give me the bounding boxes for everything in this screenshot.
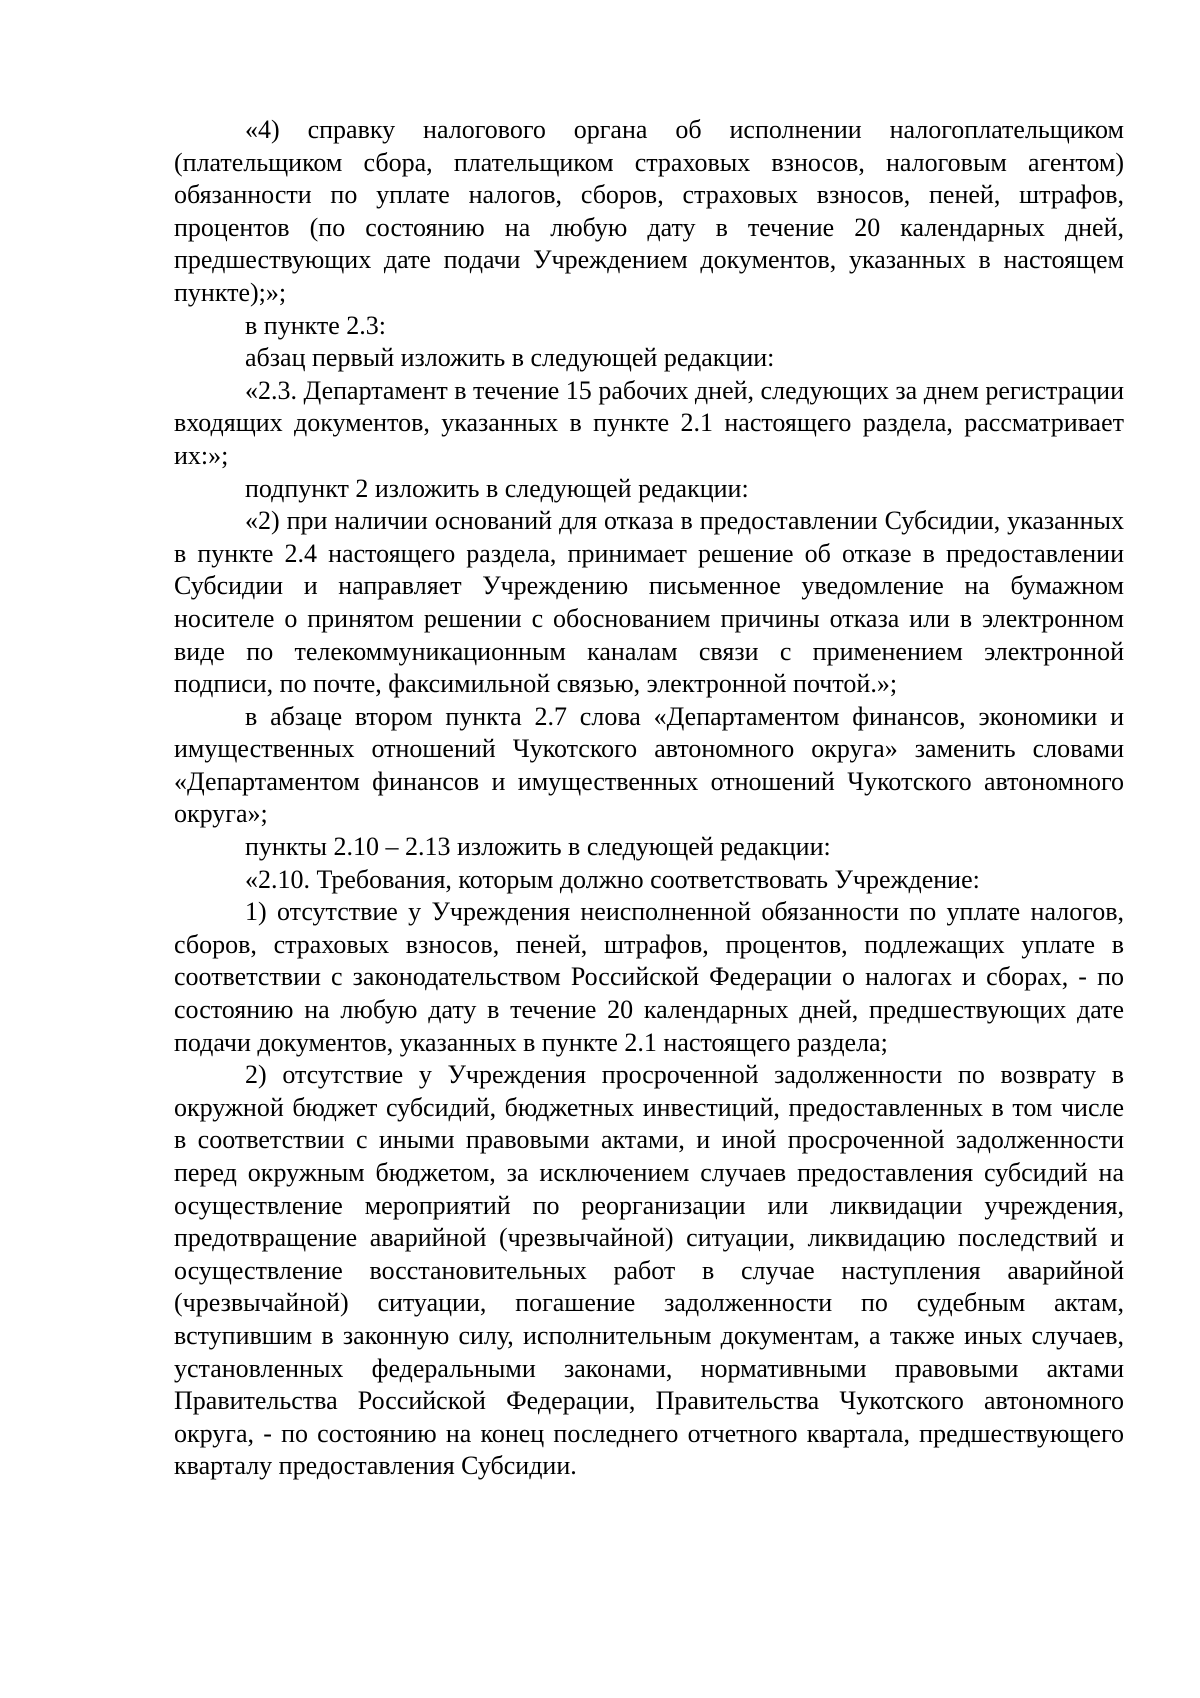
paragraph-subitem-2: подпункт 2 изложить в следующей редакции:	[245, 473, 749, 503]
document-body	[174, 114, 1124, 1483]
paragraph-clause-2-7: в абзаце втором пункта 2.7 слова «Департаментом финансов, экономики и имущественных отношений Чукотского автономного округа» заменить словами «Департаментом финансов и имущественных отношений Чукотского автономного округа»;	[174, 701, 1124, 829]
paragraph-2-10-requirements: «2.10. Требования, которым должно соответствовать Учреждение:	[245, 864, 980, 894]
paragraph-clause-2-3: в пункте 2.3:	[245, 310, 387, 340]
paragraph-requirement-1: 1) отсутствие у Учреждения неисполненной обязанности по уплате налогов, сборов, страховых взносов, пеней, штрафов, процентов, подлежащих уплате в соответствии с законодательством Российской Федерации о налогах и сборах, - по состоянию на любую дату в течение 20 календарных дней, предшествующих дате подачи документов, указанных в пункте 2.1 настоящего раздела;	[174, 897, 1124, 1057]
paragraph-requirement-2: 2) отсутствие у Учреждения просроченной задолженности по возврату в окружной бюджет субсидий, бюджетных инвестиций, предоставленных в том числе в соответствии с иными правовыми актами, и иной просроченной задолженности перед окружным бюджетом, за исключением случаев предоставления субсидий на осуществление мероприятий по реорганизации или ликвидации учреждения, предотвращение аварийной (чрезвычайной) ситуации, ликвидацию последствий и осуществление восстановительных работ в случае наступления аварийной (чрезвычайной) ситуации, погашение задолженности по судебным актам, вступившим в законную силу, исполнительным документам, а также иных случаев, установленных федеральными законами, нормативными правовыми актами Правительства Российской Федерации, Правительства Чукотского автономного округа, - по состоянию на конец последнего отчетного квартала, предшествующего кварталу предоставления Субсидии.	[174, 1060, 1124, 1481]
paragraph-clauses-2-10-2-13: пункты 2.10 – 2.13 изложить в следующей редакции:	[245, 832, 831, 862]
paragraph-refusal-grounds: «2) при наличии оснований для отказа в предоставлении Субсидии, указанных в пункте 2.4 настоящего раздела, принимает решение об отказе в предоставлении Субсидии и направляет Учреждению письменное уведомление на бумажном носителе о принятом решении с обоснованием причины отказа или в электронном виде по телекоммуникационным каналам связи с применением электронной подписи, по почте, факсимильной связью, электронной почтой.»;	[174, 506, 1124, 699]
paragraph-2-3-department: «2.3. Департамент в течение 15 рабочих дней, следующих за днем регистрации входящих документов, указанных в пункте 2.1 настоящего раздела, рассматривает их:»;	[174, 375, 1124, 470]
paragraph-item-4-tax-certificate: «4) справку налогового органа об исполнении налогоплательщиком (плательщиком сбора, плательщиком страховых взносов, налоговым агентом) обязанности по уплате налогов, сборов, страховых взносов, пеней, штрафов, процентов (по состоянию на любую дату в течение 20 календарных дней, предшествующих дате подачи Учреждением документов, указанных в настоящем пункте);»;	[174, 115, 1124, 307]
paragraph-first-abzac: абзац первый изложить в следующей редакции:	[245, 343, 775, 373]
